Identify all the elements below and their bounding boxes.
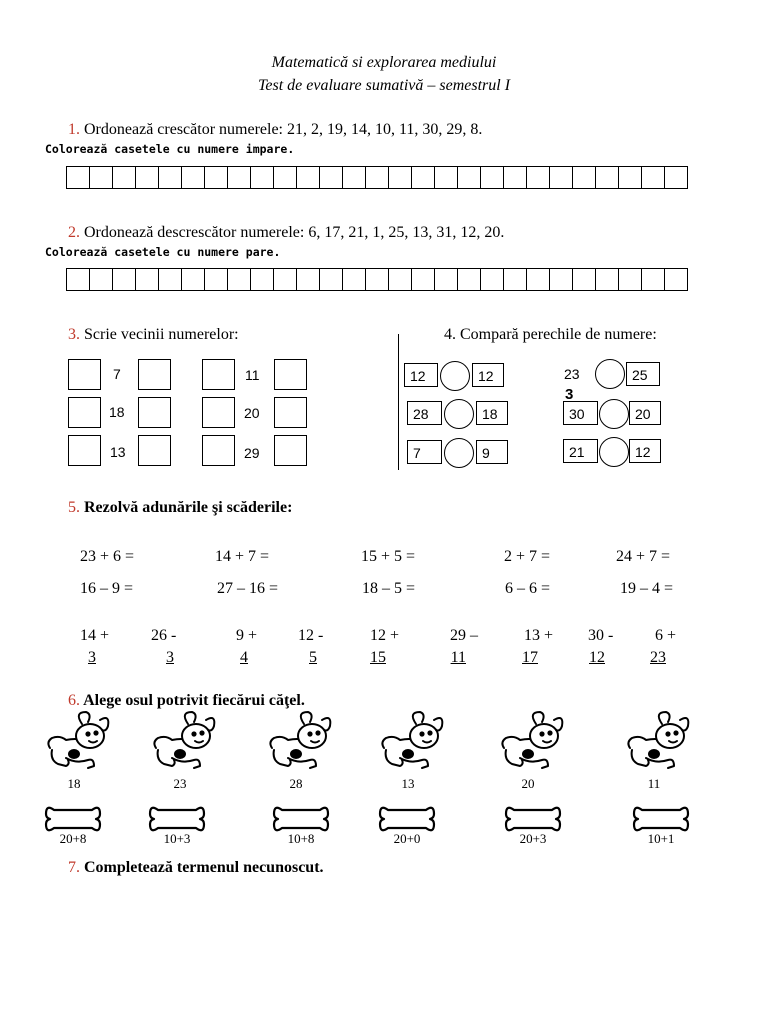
neighbor-box[interactable] [68,397,101,428]
question-5-text: Rezolvă adunările şi scăderile: [84,499,293,516]
answer-cell[interactable] [136,269,159,290]
answer-cell[interactable] [67,167,90,188]
answer-cell[interactable] [228,167,251,188]
dog-label: 23 [173,776,187,791]
math-expression: 14 + 7 = [215,548,270,565]
question-4: 4. Compară perechile de numere: [444,326,657,343]
neighbor-number: 7 [113,366,121,382]
question-2-text: Ordonează descrescător numerele: 6, 17, 21, 1, 25, 13, 31, 12, 20. [84,224,505,241]
math-expression: 23 + 6 = [80,548,135,565]
answer-cell[interactable] [205,167,228,188]
answer-cell[interactable] [90,269,113,290]
question-7-number: 7. [68,859,80,876]
compare-circle[interactable] [595,359,625,389]
answer-cell[interactable] [113,167,136,188]
question-2-number: 2. [68,224,80,241]
bone-label: 20+8 [59,831,87,846]
bone-label: 20+0 [393,831,421,846]
answer-cell[interactable] [504,269,527,290]
question-6-text: Alege osul potrivit fiecărui căţel. [83,692,305,709]
column-op-bottom: 17 [522,649,538,666]
dog-icon [378,710,446,777]
answer-strip-1[interactable] [66,166,688,189]
answer-cell[interactable] [389,167,412,188]
compare-right-box: 25 [626,362,660,386]
answer-cell[interactable] [550,167,573,188]
question-2-note: Colorează casetele cu numere pare. [45,245,281,259]
question-6-number: 6. [68,692,80,709]
question-3 [68,326,239,344]
question-3-text: Scrie vecinii numerelor: [84,326,239,343]
answer-cell[interactable] [573,167,596,188]
compare-circle[interactable] [599,437,629,467]
column-op-top: 9 + [236,627,258,644]
math-expression: 24 + 7 = [616,548,671,565]
neighbor-box[interactable] [138,397,171,428]
header-line-1: Matematică si explorarea mediului [271,54,497,71]
math-expression: 16 – 9 = [80,580,134,597]
compare-right-box: 20 [629,401,661,425]
column-op-bottom: 4 [240,649,248,666]
column-op-bottom: 15 [370,649,386,666]
header-line-2: Test de evaluare sumativă – semestrul I [257,77,511,94]
column-op-bottom: 3 [88,649,96,666]
column-op-top: 29 – [450,627,478,644]
neighbor-box[interactable] [202,397,235,428]
neighbor-box[interactable] [274,435,307,466]
answer-cell[interactable] [619,167,642,188]
dog-icon [150,710,218,777]
answer-cell[interactable] [228,269,251,290]
dog-label: 13 [401,776,415,791]
answer-cell[interactable] [205,269,228,290]
question-3-number: 3. [68,326,80,343]
dog-label: 18 [67,776,81,791]
column-op-top: 26 - [151,627,177,644]
dog-label: 28 [289,776,303,791]
dog-icon [498,710,566,777]
answer-cell[interactable] [573,269,596,290]
dog-icon [624,710,692,777]
answer-cell[interactable] [251,167,274,188]
answer-cell[interactable] [412,269,435,290]
column-op-top: 13 + [524,627,554,644]
answer-cell[interactable] [619,269,642,290]
answer-cell[interactable] [458,269,481,290]
neighbor-box[interactable] [138,359,171,390]
neighbor-box[interactable] [202,435,235,466]
answer-cell[interactable] [297,269,320,290]
question-1-note: Colorează casetele cu numere impare. [45,142,295,156]
answer-cell[interactable] [527,269,550,290]
question-7-text: Completează termenul necunoscut. [84,859,324,876]
answer-cell[interactable] [366,167,389,188]
compare-circle[interactable] [599,399,629,429]
compare-right-box: 12 [629,439,661,463]
question-2 [68,224,504,242]
math-expression: 15 + 5 = [361,548,416,565]
neighbor-box[interactable] [68,435,101,466]
compare-right-box: 9 [476,440,508,464]
answer-cell[interactable] [504,167,527,188]
compare-left-box: 12 [404,363,438,387]
question-5 [68,499,292,517]
answer-cell[interactable] [665,167,687,188]
math-expression: 6 – 6 = [505,580,551,597]
answer-cell[interactable] [412,167,435,188]
compare-left-box: 23 [564,366,580,382]
neighbor-number: 13 [110,444,126,460]
answer-cell[interactable] [550,269,573,290]
column-op-top: 6 + [655,627,677,644]
answer-cell[interactable] [67,269,90,290]
column-op-bottom: 3 [166,649,174,666]
answer-cell[interactable] [435,269,458,290]
bone-label: 10+3 [163,831,191,846]
neighbor-box[interactable] [138,435,171,466]
compare-left-box: 7 [407,440,442,464]
column-op-top: 12 + [370,627,400,644]
answer-cell[interactable] [90,167,113,188]
answer-cell[interactable] [320,269,343,290]
answer-cell[interactable] [251,269,274,290]
neighbor-number: 29 [244,445,260,461]
answer-cell[interactable] [481,167,504,188]
math-expression: 2 + 7 = [504,548,551,565]
answer-cell[interactable] [366,269,389,290]
question-7 [68,859,324,877]
compare-circle[interactable] [440,361,470,391]
answer-cell[interactable] [527,167,550,188]
answer-cell[interactable] [389,269,412,290]
column-op-bottom: 23 [650,649,666,666]
column-op-top: 14 + [80,627,110,644]
answer-cell[interactable] [435,167,458,188]
neighbor-box[interactable] [274,359,307,390]
compare-right-box: 18 [476,401,508,425]
answer-cell[interactable] [274,269,297,290]
column-op-top: 12 - [298,627,324,644]
dog-label: 20 [521,776,535,791]
answer-cell[interactable] [159,269,182,290]
neighbor-number: 18 [109,404,125,420]
bone-label: 10+1 [647,831,675,846]
compare-circle[interactable] [444,399,474,429]
question-5-number: 5. [68,499,80,516]
answer-cell[interactable] [642,269,665,290]
column-op-bottom: 11 [450,649,466,666]
answer-cell[interactable] [182,269,205,290]
compare-right-box: 12 [472,363,504,387]
answer-cell[interactable] [274,167,297,188]
answer-cell[interactable] [136,167,159,188]
answer-cell[interactable] [642,167,665,188]
answer-cell[interactable] [297,167,320,188]
dog-icon [266,710,334,777]
column-op-bottom: 12 [589,649,605,666]
math-expression: 27 – 16 = [217,580,279,597]
answer-cell[interactable] [113,269,136,290]
question-1-text: Ordonează crescător numerele: 21, 2, 19, 14, 10, 11, 30, 29, 8. [84,121,483,138]
compare-left-box: 28 [407,401,442,425]
compare-left-box: 30 [563,401,598,425]
compare-circle[interactable] [444,438,474,468]
question-1 [68,121,482,139]
column-op-top: 30 - [588,627,614,644]
answer-cell[interactable] [320,167,343,188]
answer-cell[interactable] [182,167,205,188]
question-1-number: 1. [68,121,80,138]
section-divider [398,334,399,470]
neighbor-box[interactable] [202,359,235,390]
stray-mark: 3 [565,386,574,403]
answer-cell[interactable] [159,167,182,188]
answer-cell[interactable] [481,269,504,290]
bone-label: 10+8 [287,831,315,846]
math-expression: 19 – 4 = [620,580,674,597]
neighbor-number: 11 [245,367,260,383]
neighbor-box[interactable] [274,397,307,428]
dog-icon [44,710,112,777]
column-op-bottom: 5 [309,649,317,666]
bone-label: 20+3 [519,831,547,846]
compare-left-box: 21 [563,439,598,463]
answer-cell[interactable] [343,269,366,290]
dog-label: 11 [647,776,661,791]
answer-cell[interactable] [665,269,687,290]
question-6 [68,692,305,710]
answer-cell[interactable] [596,167,619,188]
neighbor-box[interactable] [68,359,101,390]
answer-strip-2[interactable] [66,268,688,291]
answer-cell[interactable] [458,167,481,188]
answer-cell[interactable] [343,167,366,188]
answer-cell[interactable] [596,269,619,290]
math-expression: 18 – 5 = [362,580,416,597]
neighbor-number: 20 [244,405,260,421]
